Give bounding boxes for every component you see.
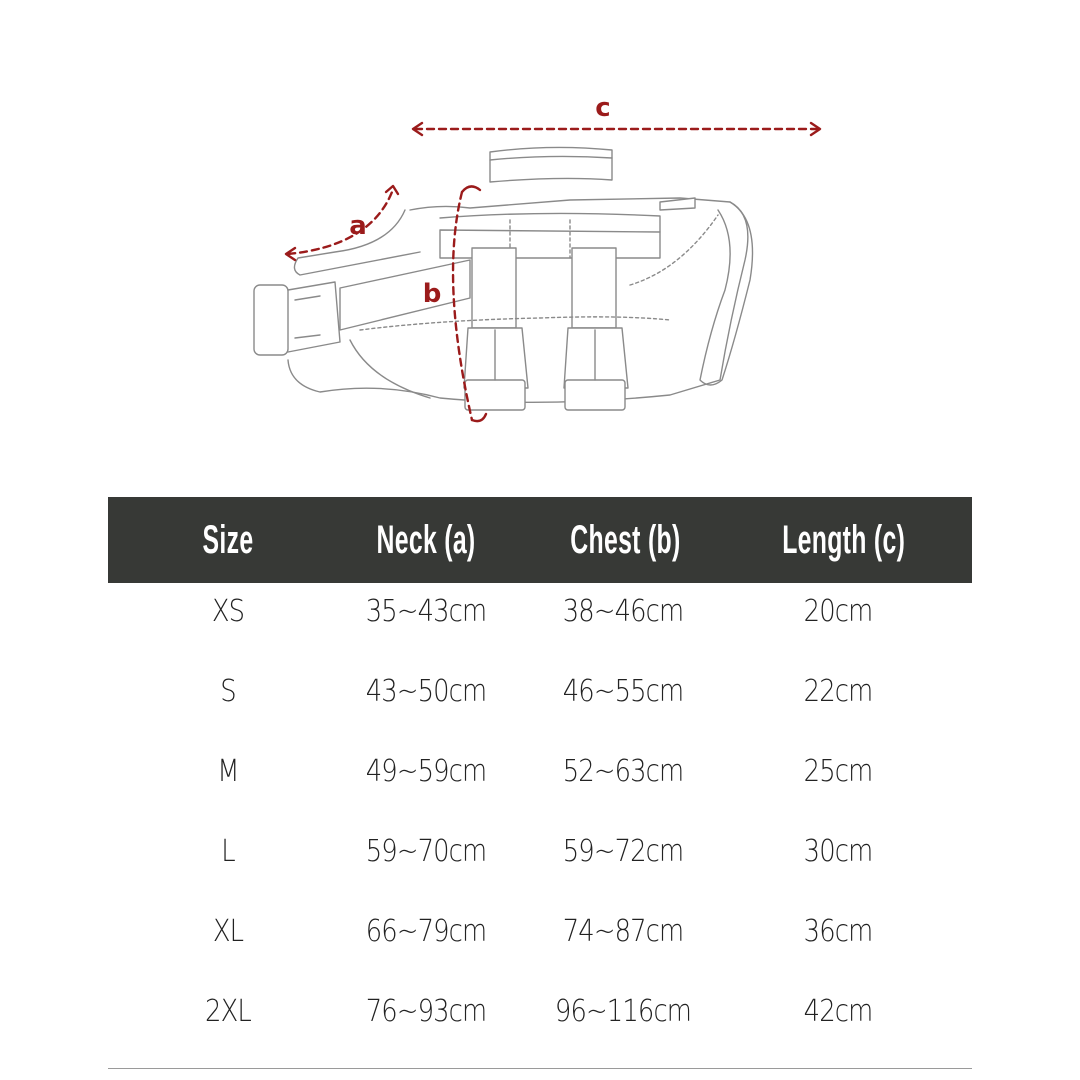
size-cell: M <box>217 754 239 789</box>
neck-cell: 43~50cm <box>365 674 487 709</box>
neck-cell: 35~43cm <box>365 594 487 629</box>
length-cell: 42cm <box>803 994 873 1029</box>
chest-cell: 52~63cm <box>562 754 684 789</box>
neck-cell: 49~59cm <box>365 754 487 789</box>
length-cell: 36cm <box>803 914 873 949</box>
life-vest-diagram <box>240 80 840 440</box>
header-chest: Chest (b) <box>570 518 681 562</box>
chest-cell: 96~116cm <box>554 994 692 1029</box>
length-cell: 30cm <box>803 834 873 869</box>
length-c-label: c <box>595 93 611 123</box>
chest-cell: 74~87cm <box>562 914 684 949</box>
size-cell: XL <box>212 914 244 949</box>
length-cell: 20cm <box>803 594 873 629</box>
neck-cell: 59~70cm <box>365 834 487 869</box>
neck-a-label: a <box>349 211 367 241</box>
chest-cell: 38~46cm <box>562 594 684 629</box>
size-chart-table <box>108 497 972 1063</box>
chest-cell: 46~55cm <box>562 674 684 709</box>
chest-b-label: b <box>422 279 442 309</box>
table-row <box>108 903 972 983</box>
table-row <box>108 663 972 743</box>
length-cell: 25cm <box>803 754 873 789</box>
header-size: Size <box>202 518 254 562</box>
size-cell: XS <box>211 594 245 629</box>
header-neck: Neck (a) <box>376 518 476 562</box>
size-cell: S <box>220 674 236 709</box>
table-row <box>108 823 972 903</box>
size-cell: L <box>221 834 235 869</box>
table-bottom-divider <box>108 1068 972 1069</box>
neck-cell: 66~79cm <box>365 914 487 949</box>
table-row <box>108 583 972 663</box>
table-header-row <box>108 497 972 583</box>
neck-cell: 76~93cm <box>365 994 487 1029</box>
table-row <box>108 983 972 1063</box>
dog-life-jacket-outline-icon <box>240 80 840 440</box>
table-row <box>108 743 972 823</box>
size-cell: 2XL <box>205 994 251 1029</box>
header-length: Length (c) <box>782 518 906 562</box>
chest-cell: 59~72cm <box>562 834 684 869</box>
length-cell: 22cm <box>803 674 873 709</box>
